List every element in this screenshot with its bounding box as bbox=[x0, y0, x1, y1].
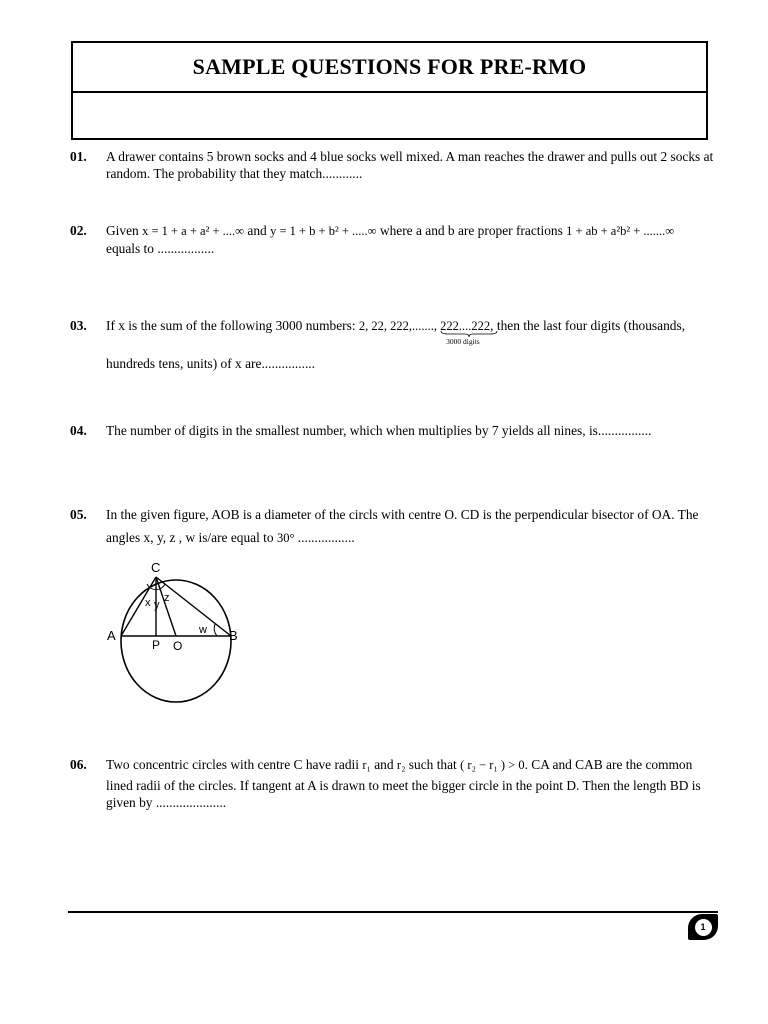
text-fragment: and bbox=[244, 223, 271, 238]
text-fragment: Given bbox=[106, 223, 143, 238]
math-ab-series: 1 + ab + a²b² + .......∞ bbox=[566, 224, 675, 238]
text-fragment: In the given figure, AOB is a diameter of the circls with centre O. CD is the perpendicular bisector of OA. The bbox=[106, 507, 699, 522]
math-angle: 30° bbox=[276, 531, 295, 545]
text-fragment: such that bbox=[405, 757, 461, 772]
question-number: 01. bbox=[70, 149, 87, 164]
footer-rule bbox=[68, 911, 718, 913]
label-c: C bbox=[151, 560, 161, 575]
label-x: x bbox=[145, 597, 151, 609]
text-fragment: and bbox=[370, 757, 397, 772]
text-fragment: If x is the sum of the following 3000 numbers: bbox=[106, 318, 359, 333]
text-fragment: ................. bbox=[294, 530, 355, 545]
question-text: A drawer contains 5 brown socks and 4 blue socks well mixed. A man reaches the drawer and pulls out 2 socks at random. The probability that they match............ bbox=[106, 149, 714, 181]
angle-arc-w bbox=[214, 624, 217, 636]
title-row bbox=[73, 43, 706, 93]
page-number-badge bbox=[688, 914, 718, 940]
math-last-number: 222....222 bbox=[440, 319, 491, 333]
page-title: SAMPLE QUESTIONS FOR PRE-RMO bbox=[192, 54, 587, 79]
label-a: A bbox=[107, 628, 116, 643]
text-fragment: , then the last four digits (thousands, bbox=[490, 318, 686, 333]
question-number: 02. bbox=[70, 223, 87, 238]
text-fragment: equals to ................. bbox=[106, 241, 215, 256]
page-number: 1 bbox=[695, 919, 712, 936]
geometry-figure bbox=[103, 558, 253, 710]
question-text: The number of digits in the smallest number, which when multiplies by 7 yields all nines, is................ bbox=[106, 423, 652, 438]
question-text bbox=[106, 756, 716, 811]
math-r2: r₂ bbox=[396, 758, 406, 772]
question-text bbox=[106, 317, 716, 372]
label-y: y bbox=[154, 599, 160, 611]
question-number: 06. bbox=[70, 757, 87, 772]
math-inequality: ( r₂ − r₁ ) > 0 bbox=[460, 758, 525, 772]
text-fragment: . CA and CAB are the common bbox=[524, 757, 693, 772]
text-fragment: Two concentric circles with centre C have radii bbox=[106, 757, 363, 772]
question-text bbox=[106, 222, 716, 257]
math-underbraced-number bbox=[440, 318, 491, 346]
chord-cb bbox=[156, 577, 231, 636]
chord-ca bbox=[121, 577, 156, 636]
math-x-series: x = 1 + a + a² + ....∞ bbox=[142, 224, 245, 238]
label-w: w bbox=[199, 624, 207, 636]
text-fragment: hundreds tens, units) of x are................ bbox=[106, 356, 316, 371]
text-fragment: where a and b are proper fractions bbox=[376, 223, 567, 238]
question-number: 03. bbox=[70, 318, 87, 333]
underbrace-label: 3000 digits bbox=[446, 337, 480, 346]
label-z: z bbox=[164, 592, 170, 604]
text-fragment: lined radii of the circles. If tangent at A is drawn to meet the bigger circle in the point D. Then the length BD is given by ..................... bbox=[106, 778, 701, 810]
math-number-list: 2, 22, 222,......., bbox=[358, 319, 441, 333]
title-box bbox=[71, 41, 708, 140]
label-b: B bbox=[229, 628, 238, 643]
question-number: 04. bbox=[70, 423, 87, 438]
math-r1: r₁ bbox=[362, 758, 371, 772]
question-number: 05. bbox=[70, 507, 87, 522]
math-y-series: y = 1 + b + b² + .....∞ bbox=[270, 224, 377, 238]
question-03 bbox=[70, 317, 716, 372]
label-p: P bbox=[152, 638, 161, 652]
label-o: O bbox=[173, 639, 183, 653]
question-04 bbox=[70, 422, 716, 439]
text-fragment: angles x, y, z , w is/are equal to bbox=[106, 530, 277, 545]
question-05 bbox=[70, 506, 716, 547]
question-06 bbox=[70, 756, 716, 811]
question-text bbox=[106, 506, 716, 547]
question-02 bbox=[70, 222, 716, 257]
question-01 bbox=[70, 148, 716, 182]
